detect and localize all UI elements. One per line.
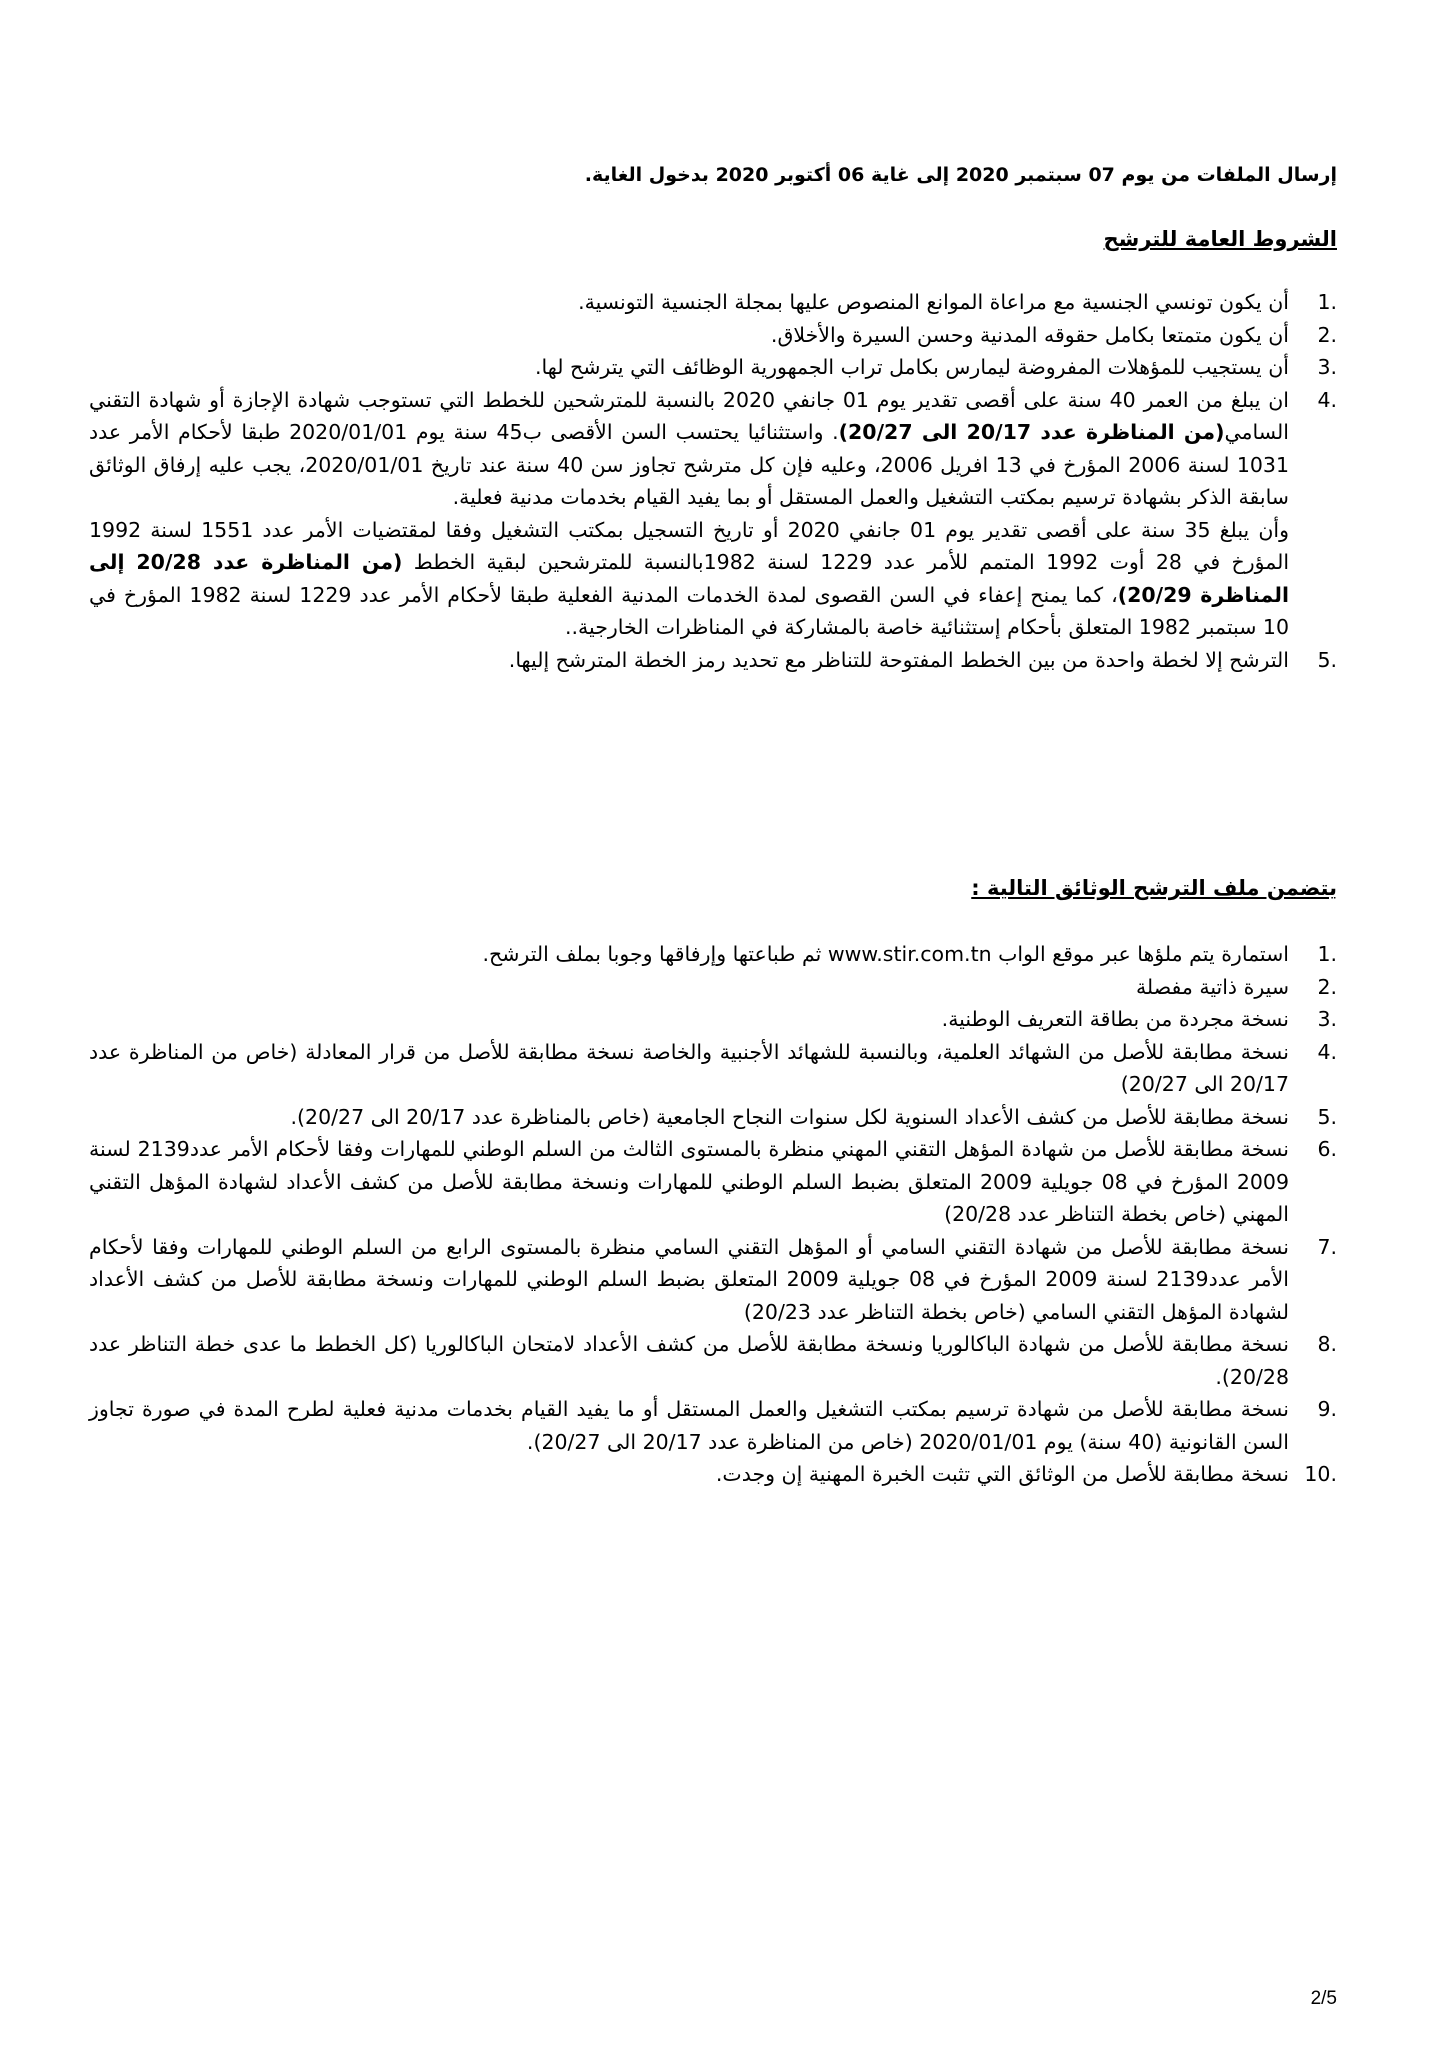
document-text: نسخة مطابقة للأصل من الشهائد العلمية، وبالنسبة للشهائد الأجنبية والخاصة نسخة مطابقة للأصل من قرار المعادلة (خاص من المناظرة عدد 20/17 الى 20/27) bbox=[89, 1039, 1289, 1096]
condition-item-3 bbox=[89, 351, 1337, 384]
condition-item-4 bbox=[89, 384, 1337, 644]
page-number: 2/5 bbox=[1310, 1988, 1337, 2009]
document-item-7 bbox=[89, 1231, 1337, 1329]
condition-text: أن يستجيب للمؤهلات المفروضة ليمارس بكامل تراب الجمهورية الوظائف التي يترشح لها. bbox=[535, 355, 1289, 379]
item-number: 4. bbox=[1317, 387, 1337, 412]
item-number: 6. bbox=[1317, 1137, 1337, 1161]
item-number: 10. bbox=[1304, 1462, 1337, 1486]
document-text: نسخة مطابقة للأصل من كشف الأعداد السنوية لكل سنوات النجاح الجامعية (خاص بالمناظرة عدد 20/17 الى 20/27). bbox=[290, 1104, 1289, 1129]
document-text: نسخة مطابقة للأصل من شهادة الباكالوريا ونسخة مطابقة للأصل من كشف الأعداد لامتحان الباكالوريا (كل الخطط ما عدى خطة التناظر عدد 20/28). bbox=[89, 1332, 1289, 1389]
document-item-10 bbox=[89, 1458, 1337, 1491]
item-number: 5. bbox=[1317, 647, 1337, 672]
condition-text: أن يكون متمتعا بكامل حقوقه المدنية وحسن السيرة والأخلاق. bbox=[770, 322, 1289, 347]
item-number: 5. bbox=[1317, 1104, 1337, 1129]
document-text: نسخة مطابقة للأصل من الوثائق التي تثبت الخبرة المهنية إن وجدت. bbox=[715, 1462, 1289, 1486]
required-documents-heading: يتضمن ملف الترشح الوثائق التالية : bbox=[971, 876, 1337, 900]
item-number: 4. bbox=[1317, 1039, 1337, 1064]
document-text: نسخة مطابقة للأصل من شهادة ترسيم بمكتب التشغيل والعمل المستقل أو ما يفيد القيام بخدمات مدنية فعلية لطرح المدة في صورة تجاوز السن القانونية (40 سنة) يوم 2020/01/01 (خاص من المناظرة عدد 20/17 الى 20/27). bbox=[89, 1397, 1289, 1454]
condition-text: . واستثنائيا يحتسب السن الأقصى ب45 سنة يوم 2020/01/01 طبقا لأحكام الأمر عدد 1031 لسنة 2006 المؤرخ في 13 افريل 2006، وعليه فإن كل مترشح تجاوز سن 40 سنة عند تاريخ 2020/01/01، يجب عليه إرفاق الوثائق سابقة الذكر بشهادة ترسيم بمكتب التشغيل والعمل المستقل أو بما يفيد القيام بخدمات مدنية فعلية. bbox=[89, 420, 1290, 509]
document-text: نسخة مطابقة للأصل من شهادة التقني السامي أو المؤهل التقني السامي منظرة بالمستوى الرابع من السلم الوطني للمهارات وفقا لأحكام الأمر عدد2139 لسنة 2009 المؤرخ في 08 جويلية 2009 المتعلق بضبط السلم الوطني للمهارات ونسخة مطابقة للأصل من كشف الأعداد لشهادة المؤهل التقني السامي (خاص بخطة التناظر عدد 20/23) bbox=[89, 1234, 1289, 1324]
document-item-6 bbox=[89, 1133, 1337, 1231]
required-documents-list bbox=[89, 938, 1337, 1491]
item-number: 1. bbox=[1317, 942, 1337, 966]
condition-item-1 bbox=[89, 286, 1337, 319]
condition-text: ، كما يمنح إعفاء في السن القصوى لمدة الخدمات المدنية الفعلية طبقا لأحكام الأمر عدد 1229 لسنة 1982 المؤرخ في 10 سبتمبر 1982 المتعلق بأحكام إستثنائية خاصة بالمشاركة في المناظرات الخارجية.. bbox=[89, 582, 1289, 639]
item-number: 7. bbox=[1317, 1234, 1337, 1259]
submission-period-note: إرسال الملفات من يوم 07 سبتمبر 2020 إلى غاية 06 أكتوبر 2020 بدخول الغاية. bbox=[584, 164, 1337, 186]
competition-range-bold: (من المناظرة عدد 20/17 الى 20/27) bbox=[838, 420, 1225, 444]
condition-text: وأن يبلغ 35 سنة على أقصى تقدير يوم 01 جانفي 2020 أو تاريخ التسجيل بمكتب التشغيل وفقا لمقتضيات الأمر عدد 1551 لسنة 1992 المؤرخ في 28 أوت 1992 المتمم للأمر عدد 1229 لسنة 1982بالنسبة للمترشحين لبقية الخطط bbox=[89, 517, 1290, 574]
document-text: نسخة مطابقة للأصل من شهادة المؤهل التقني المهني منظرة بالمستوى الثالث من السلم الوطني للمهارات وفقا لأحكام الأمر عدد2139 لسنة 2009 المؤرخ في 08 جويلية 2009 المتعلق بضبط السلم الوطني للمهارات ونسخة مطابقة للأصل من كشف الأعداد لشهادة المؤهل التقني المهني (خاص بخطة التناظر عدد 20/28) bbox=[89, 1137, 1289, 1226]
competition-range-bold: (من المناظرة عدد 20/28 إلى المناظرة 20/29) bbox=[89, 550, 1289, 607]
condition-text: أن يكون تونسي الجنسية مع مراعاة الموانع المنصوص عليها بمجلة الجنسية التونسية. bbox=[578, 290, 1289, 314]
item-number: 9. bbox=[1317, 1397, 1337, 1421]
item-number: 3. bbox=[1317, 1007, 1337, 1031]
document-item-9 bbox=[89, 1393, 1337, 1458]
document-item-4 bbox=[89, 1036, 1337, 1101]
general-conditions-list bbox=[89, 286, 1337, 676]
document-item-2 bbox=[89, 971, 1337, 1004]
condition-item-2 bbox=[89, 319, 1337, 352]
document-item-8 bbox=[89, 1328, 1337, 1393]
document-item-1 bbox=[89, 938, 1337, 971]
item-number: 3. bbox=[1317, 355, 1337, 379]
condition-subparagraph bbox=[89, 514, 1289, 644]
document-item-5 bbox=[89, 1101, 1337, 1134]
item-number: 2. bbox=[1317, 974, 1337, 999]
document-text: نسخة مجردة من بطاقة التعريف الوطنية. bbox=[941, 1007, 1289, 1031]
document-item-3 bbox=[89, 1003, 1337, 1036]
condition-text: الترشح إلا لخطة واحدة من بين الخطط المفتوحة للتناظر مع تحديد رمز الخطة المترشح إليها. bbox=[508, 647, 1289, 672]
item-number: 1. bbox=[1317, 290, 1337, 314]
item-number: 8. bbox=[1317, 1332, 1337, 1356]
general-conditions-heading: الشروط العامة للترشح bbox=[1103, 227, 1337, 251]
item-number: 2. bbox=[1317, 322, 1337, 347]
condition-text: ان يبلغ من العمر 40 سنة على أقصى تقدير يوم 01 جانفي 2020 بالنسبة للمترشحين للخطط التي تستوجب شهادة الإجازة أو شهادة التقني السامي bbox=[89, 387, 1289, 444]
condition-item-5 bbox=[89, 644, 1337, 677]
document-text: سيرة ذاتية مفصلة bbox=[1135, 974, 1289, 999]
document-text: استمارة يتم ملؤها عبر موقع الواب www.stir.com.tn ثم طباعتها وإرفاقها وجوبا بملف الترشح. bbox=[482, 942, 1289, 966]
